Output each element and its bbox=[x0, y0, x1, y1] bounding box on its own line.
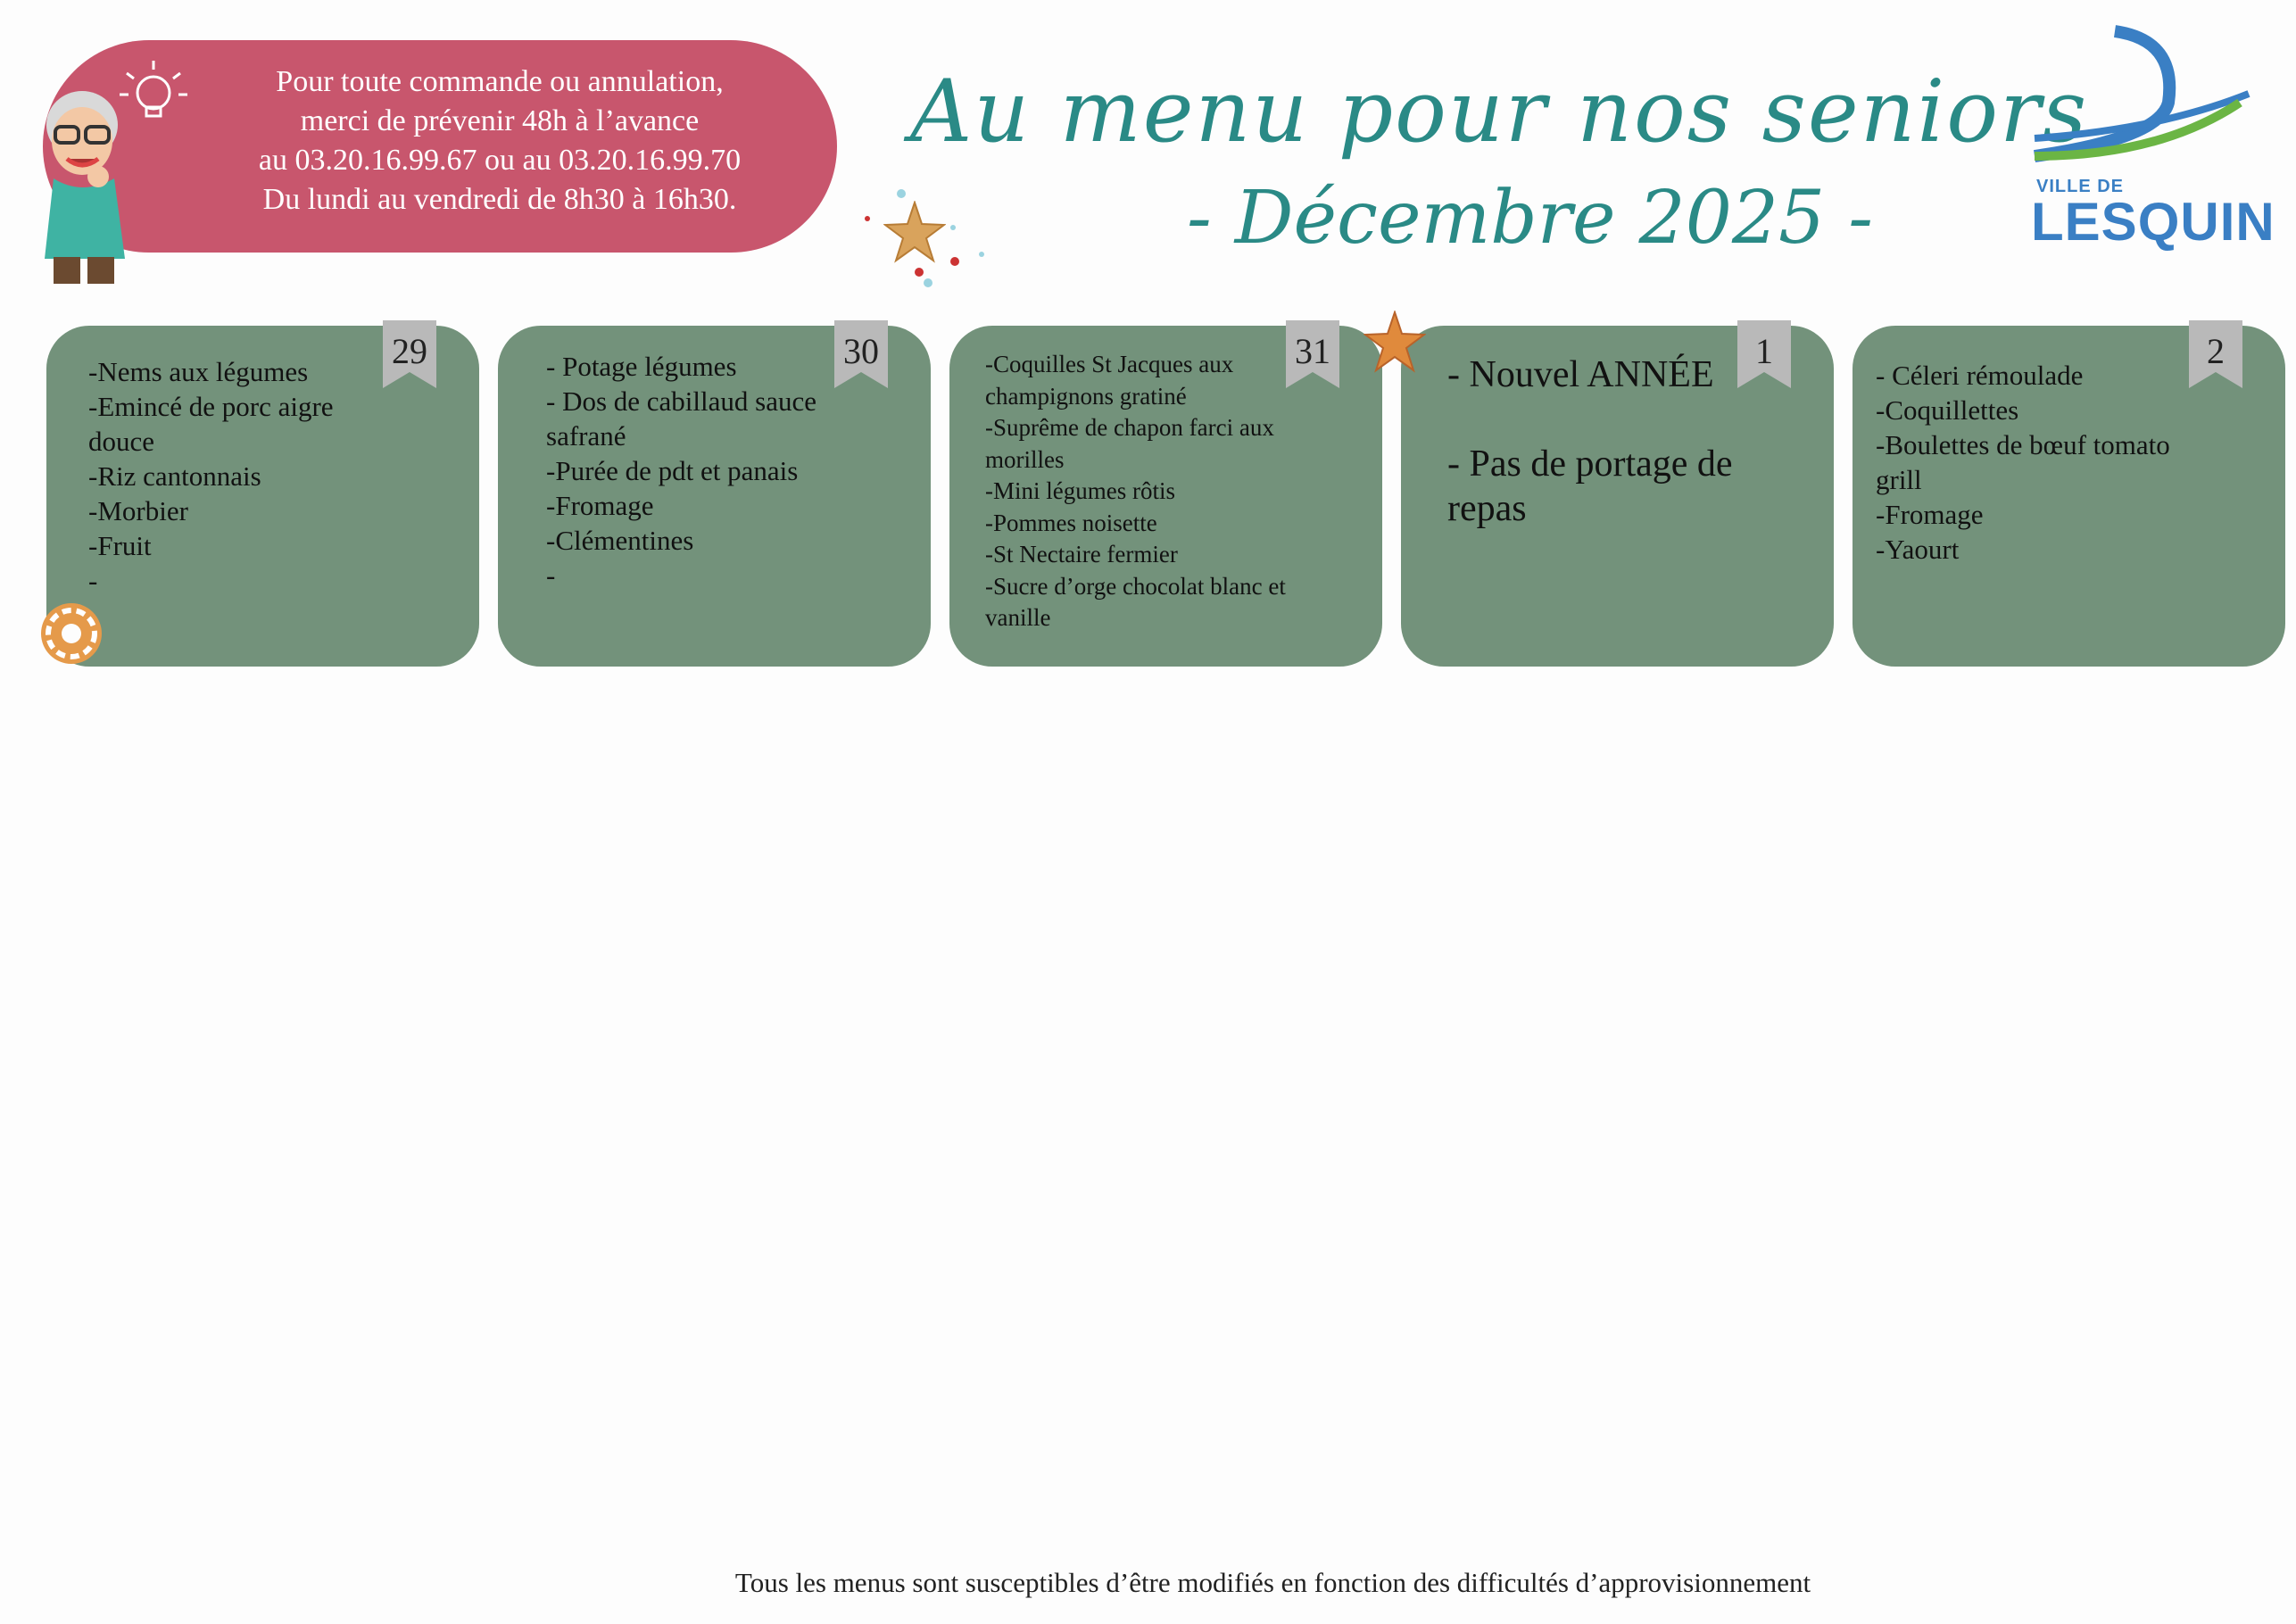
day-card bbox=[46, 326, 479, 667]
menu-list bbox=[1447, 352, 1798, 531]
info-message bbox=[214, 62, 785, 220]
menu-item: douce bbox=[88, 426, 155, 457]
menu-item: -Riz cantonnais bbox=[88, 460, 261, 492]
menu-item: - Potage légumes bbox=[546, 351, 737, 382]
menu-item: -St Nectaire fermier bbox=[985, 541, 1178, 568]
menu-item: - Céleri rémoulade bbox=[1876, 360, 2084, 391]
menu-item: morilles bbox=[985, 445, 1065, 473]
menu-item: -Fromage bbox=[546, 490, 654, 521]
menu-item: - Dos de cabillaud sauce bbox=[546, 385, 816, 417]
page-title: Au menu pour nos seniors bbox=[910, 62, 2089, 162]
menu-item: -Coquilles St Jacques aux bbox=[985, 351, 1234, 377]
menu-item: - Nouvel ANNÉE bbox=[1447, 354, 1714, 395]
menu-item: - bbox=[546, 559, 556, 591]
menu-item: -Emincé de porc aigre bbox=[88, 391, 334, 422]
menu-item: -Fromage bbox=[1876, 499, 1984, 530]
menu-item: -Sucre d’orge chocolat blanc et bbox=[985, 572, 1286, 600]
day-card bbox=[1401, 326, 1834, 667]
menu-item: -Mini légumes rôtis bbox=[985, 477, 1175, 504]
menu-item: -Suprême de chapon farci aux bbox=[985, 414, 1274, 441]
footer-text: Tous les menus sont susceptibles d’être modifiés en fonction des difficultés d’approvisionnement bbox=[734, 1567, 1811, 1598]
menu-item: repas bbox=[1447, 488, 1527, 529]
menu-item: -Fruit bbox=[88, 530, 152, 561]
menu-item: -Coquillettes bbox=[1876, 394, 2019, 426]
day-number: 1 bbox=[1755, 331, 1773, 371]
logo-text-big: LESQUIN bbox=[2031, 192, 2275, 252]
logo-text-small: VILLE DE bbox=[2036, 177, 2125, 196]
starfish-icon bbox=[883, 201, 946, 268]
menu-item: -Pommes noisette bbox=[985, 509, 1157, 536]
menu-list bbox=[1876, 358, 2250, 567]
info-line: Du lundi au vendredi de 8h30 à 16h30. bbox=[262, 183, 737, 216]
pastry-icon bbox=[37, 600, 105, 672]
menu-spacer bbox=[1447, 397, 1798, 442]
menu-item: safrané bbox=[546, 420, 626, 452]
lightbulb-icon bbox=[116, 55, 196, 131]
info-line: Pour toute commande ou annulation, bbox=[276, 65, 724, 98]
day-number: 31 bbox=[1295, 331, 1330, 371]
starfish-icon bbox=[1364, 311, 1426, 377]
page-subtitle: - Décembre 2025 - bbox=[1187, 176, 1873, 261]
menu-item: grill bbox=[1876, 464, 1922, 495]
menu-item: -Nems aux légumes bbox=[88, 356, 309, 387]
day-number: 2 bbox=[2207, 331, 2225, 371]
day-number: 30 bbox=[843, 331, 879, 371]
info-line: merci de prévenir 48h à l’avance bbox=[300, 104, 700, 137]
menu-item: -Yaourt bbox=[1876, 534, 1960, 565]
menu-item: -Clémentines bbox=[546, 525, 694, 556]
menu-list bbox=[546, 349, 895, 592]
info-line: au 03.20.16.99.67 ou au 03.20.16.99.70 bbox=[258, 144, 742, 177]
menu-list bbox=[88, 354, 443, 598]
menu-item: - Pas de portage de bbox=[1447, 443, 1733, 485]
day-number: 29 bbox=[392, 331, 427, 371]
day-card bbox=[498, 326, 931, 667]
menu-item: champignons gratiné bbox=[985, 382, 1187, 410]
day-card bbox=[949, 326, 1382, 667]
menu-item: -Boulettes de bœuf tomato bbox=[1876, 429, 2170, 460]
menu-item: vanille bbox=[985, 604, 1051, 631]
menu-item: - bbox=[88, 565, 98, 596]
footer-note bbox=[0, 1567, 2296, 1599]
menu-item: -Morbier bbox=[88, 495, 188, 526]
menu-item: -Purée de pdt et panais bbox=[546, 455, 799, 486]
day-card bbox=[1853, 326, 2285, 667]
menu-list bbox=[985, 349, 1359, 634]
